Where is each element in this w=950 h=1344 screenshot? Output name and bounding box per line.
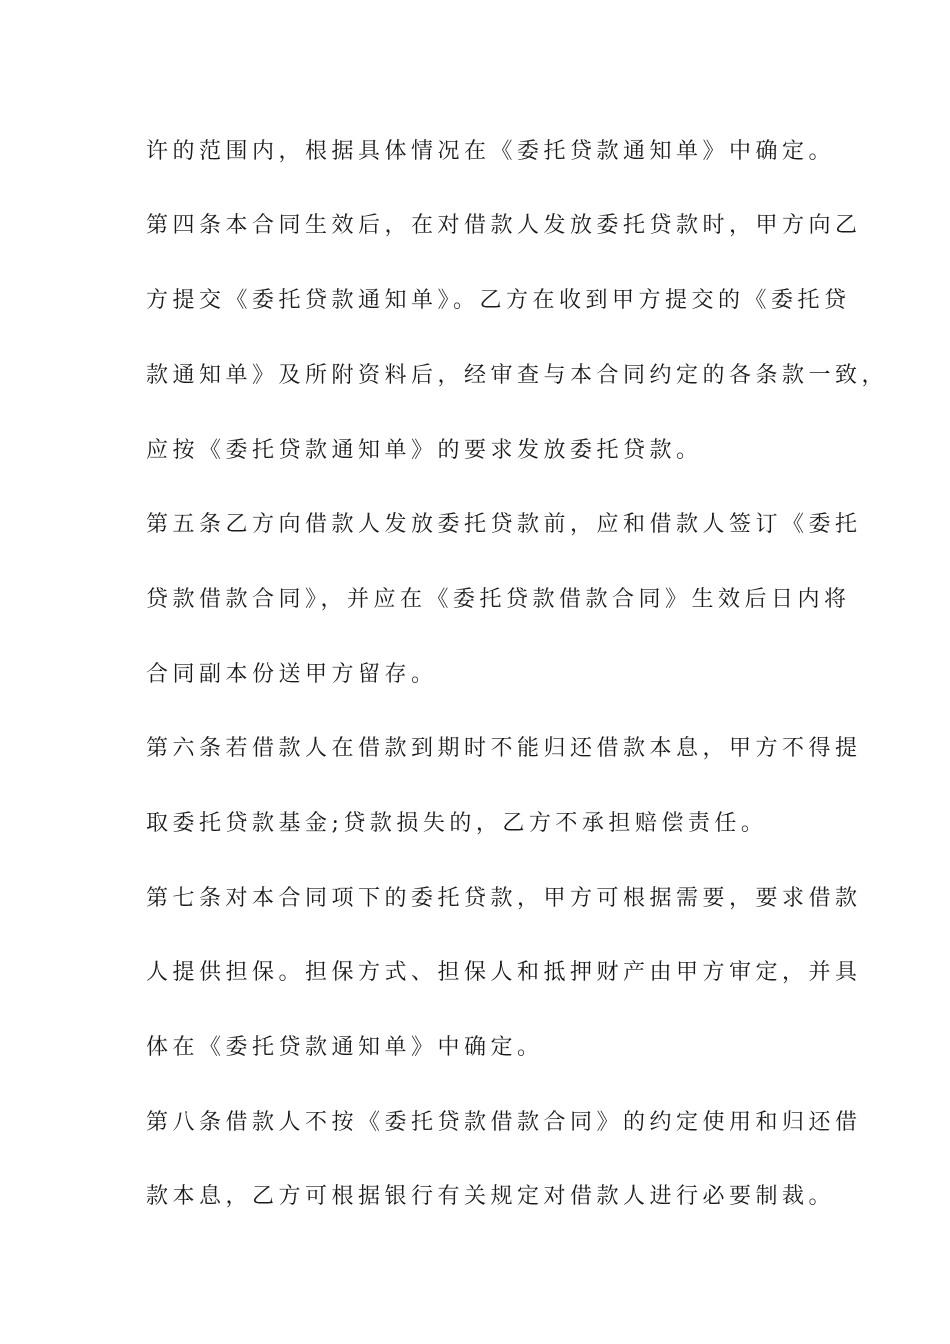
text-line: 许的范围内，根据具体情况在《委托贷款通知单》中确定。 [146,139,836,164]
text-line: 人提供担保。担保方式、担保人和抵押财产由甲方审定，并具 [146,960,862,985]
text-line: 款通知单》及所附资料后，经审查与本合同约定的各条款一致， [146,363,889,388]
text-line: 第五条乙方向借款人发放委托贷款前，应和借款人签订《委托 [146,512,862,537]
text-line: 取委托贷款基金;贷款损失的，乙方不承担赔偿责任。 [146,811,768,836]
text-line: 体在《委托贷款通知单》中确定。 [146,1035,544,1060]
text-line: 方提交《委托贷款通知单》。乙方在收到甲方提交的《委托贷 [146,288,851,313]
text-line: 贷款借款合同》，并应在《委托贷款借款合同》生效后日内将 [146,587,851,612]
text-line: 合同副本份送甲方留存。 [146,662,438,687]
text-line: 第六条若借款人在借款到期时不能归还借款本息，甲方不得提 [146,736,862,761]
text-line: 第七条对本合同项下的委托贷款，甲方可根据需要，要求借款 [146,886,862,911]
text-line: 应按《委托贷款通知单》的要求发放委托贷款。 [146,438,703,463]
text-line: 第八条借款人不按《委托贷款借款合同》的约定使用和归还借 [146,1110,862,1135]
text-line: 款本息，乙方可根据银行有关规定对借款人进行必要制裁。 [146,1184,836,1209]
text-line: 第四条本合同生效后，在对借款人发放委托贷款时，甲方向乙 [146,213,862,238]
